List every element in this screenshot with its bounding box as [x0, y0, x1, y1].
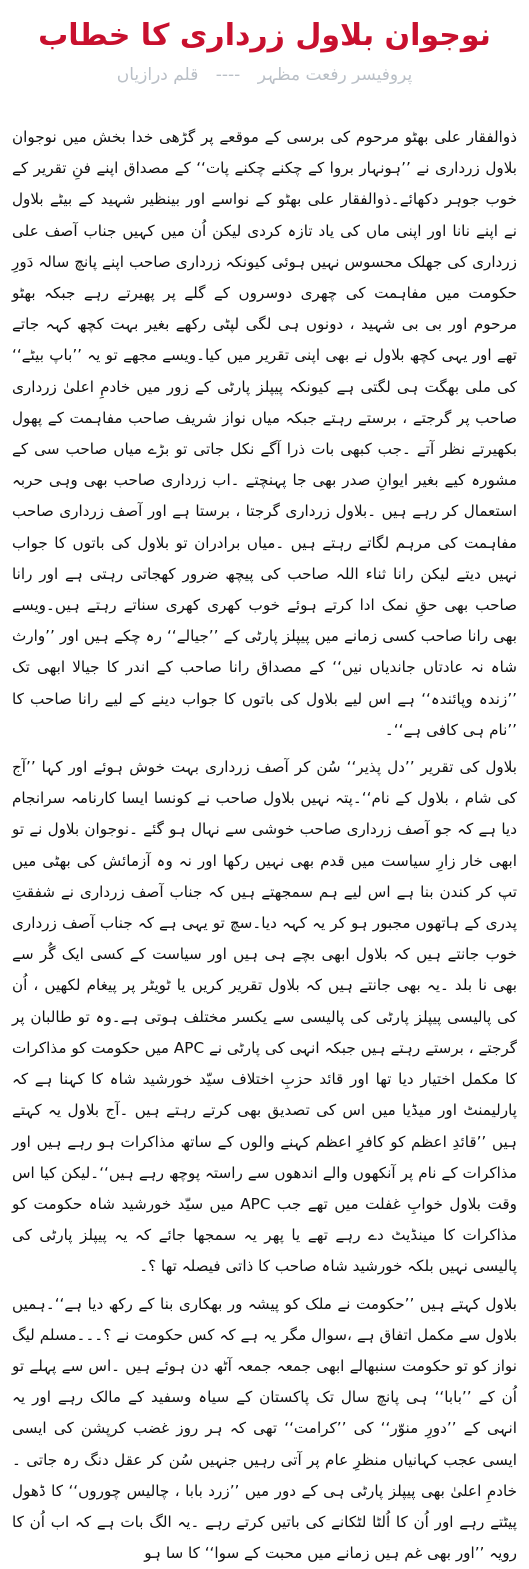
article-paragraph: ذوالفقار علی بھٹو مرحوم کی برسی کے موقعے پر گڑھی خدا بخش میں نوجوان بلاول زرداری نے ’’ہونہار بروا کے چکنے چکنے پات‘‘ کے مصداق اپنے فنِ تقریر کے خوب جوہر دکھائے۔ذوالفقار علی بھٹو کے نواسے اور بینظیر شہید کے بیٹے بلاول نے اپنے نانا اور اپنی ماں کی یاد تازہ کردی لیکن اُن میں کہیں جناب آصف علی زرداری کی جھلک محسوس نہیں ہوئی کیونکہ زرداری صاحب اپنے پانچ سالہ دَورِ حکومت میں مفاہمت کی چھری دوسروں کے گلے پر پھیرتے رہے جبکہ بھٹو مرحوم اور بی بی شہید ، دونوں ہی لگی لپٹی رکھے بغیر بہت کچھ کہہ جاتے تھے اور یہی کچھ بلاول نے بھی اپنی تقریر میں کیا۔ویسے مجھے تو یہ ’’باپ بیٹے‘‘ کی ملی بھگت ہی لگتی ہے کیونکہ پیپلز پارٹی کے زور میں خادمِ اعلیٰ زرداری صاحب پر گرجتے ، برستے رہتے جبکہ میاں نواز شریف صاحب مفاہمت کے پھول بکھیرتے نظر آتے ۔جب کبھی بات ذرا آگے نکل جاتی تو بڑے میاں صاحب سی کے مشورہ کیے بغیر ایوانِ صدر بھی جا پہنچتے ۔اب زرداری صاحب بھی وہی حربہ استعمال کر رہے ہیں ۔بلاول زرداری گرجتا ، برستا ہے اور آصف زرداری صاحب مفاہمت کی مرہم لگاتے رہتے ہیں ۔میاں برادران تو بلاول کی باتوں کا جواب نہیں دیتے لیکن رانا ثناء اللہ صاحب کی پیچھ ضرور کھجاتی رہتی ہے اور رانا صاحب بھی حقِ نمک ادا کرتے ہوئے خوب کھری کھری سناتے رہتے ہیں۔ویسے بھی رانا صاحب کسی زمانے میں پیپلز پارٹی کے ’’جیالے‘‘ رہ چکے ہیں اور ’’وارث شاہ نہ عادتاں جاندیاں نیں‘‘ کے مصداق رانا صاحب کے اندر کا جیالا ابھی تک ’’زندہ وپائندہ‘‘ ہے اس لیے بلاول کی باتوں کا جواب دینے کے لیے رانا صاحب کا ’’نام ہی کافی ہے‘‘۔ [12, 128, 517, 739]
article-byline [12, 62, 517, 88]
article-paragraph: بلاول کہتے ہیں ’’حکومت نے ملک کو پیشہ ور بھکاری بنا کے رکھ دیا ہے‘‘۔ہمیں بلاول سے مکمل اتفاق ہے ،سوال مگر یہ ہے کہ کس حکومت نے ؟۔۔۔مسلم لیگ نواز کو تو حکومت سنبھالے ابھی جمعہ جمعہ آٹھ دن ہوئے ہیں ۔اس سے پہلے تو اُن کے ’’بابا‘‘ ہی پانچ سال تک پاکستان کے سیاہ وسفید کے مالک رہے اور یہ انہی کے ’’دورِ منوّر‘‘ کی ’’کرامت‘‘ تھی کہ ہر روز غضب کرپشن کی ایسی ایسی عجب کہانیاں منظرِ عام پر آتی رہیں جنہیں سُن کر عقل دنگ رہ جاتی ۔خادمِ اعلیٰ بھی پیپلز پارٹی ہی کے دور میں ’’زرد بابا ، چالیس چوروں‘‘ کا ڈھول پیٹتے رہے اور اُن کا اُلٹا لٹکانے کی باتیں کرتے رہے ۔یہ الگ بات ہے کہ اب اُن کا رویہ ’’اور بھی غم ہیں زمانے میں محبت کے سوا‘‘ کا سا ہو [12, 1294, 517, 1563]
article-title: نوجوان بلاول زرداری کا خطاب [38, 18, 491, 53]
article-body [12, 122, 517, 1569]
column-name: قلم درازیاں [116, 65, 199, 85]
byline-separator: ---- [215, 65, 241, 85]
article-paragraph: بلاول کی تقریر ’’دل پذیر‘‘ سُن کر آصف زرداری بہت خوش ہوئے اور کہا ’’آج کی شام ، بلاول کے نام‘‘۔پتہ نہیں بلاول صاحب نے کونسا ایسا کارنامہ سرانجام دیا ہے کہ جو آصف زرداری صاحب خوشی سے نہال ہو گئے ۔نوجوان بلاول نے تو ابھی خار زارِ سیاست میں قدم بھی نہیں رکھا اور نہ وہ آزمائش کی بھٹی میں تپ کر کندن بنا ہے اس لیے ہم سمجھتے ہیں کہ جناب آصف زرداری نے شفقتِ پدری کے ہاتھوں مجبور ہو کر یہ کہہ دیا۔سچ تو یہی ہے کہ جناب آصف زرداری خوب جانتے ہیں کہ بلاول ابھی بچے ہی ہیں اور سیاست کے کسی ایک گُر سے بھی نا بلد ۔یہ بھی جانتے ہیں کہ بلاول تقریر کریں یا ٹویٹر پر پیغام لکھیں ، اُن کی پالیسی پیپلز پارٹی کی پالیسی سے یکسر مختلف ہوتی ہے۔وہ تو طالبان پر گرجتے ، برستے رہتے ہیں جبکہ انہی کی پارٹی نے APC میں حکومت کو مذاکرات کا مکمل اختیار دیا تھا اور قائد حزبِ اختلاف سیّد خورشید شاہ کا کہنا ہے کہ پارلیمنٹ اور میڈیا میں اس کی تصدیق بھی کرتے رہتے ہیں ۔آج بلاول یہ کہتے ہیں ’’قائدِ اعظم کو کافرِ اعظم کہنے والوں کے ساتھ مذاکرات ہو رہے ہیں اور مذاکرات کے نام پر آنکھوں والے اندھوں سے راستہ پوچھ رہے ہیں‘‘۔لیکن کیا اس وقت بلاول خوابِ غفلت میں تھے جب APC میں سیّد خورشید شاہ حکومت کو مذاکرات کا مینڈیٹ دے رہے تھے یا پھر یہ سمجھا جائے کہ یہ پیپلز پارٹی کی پالیسی نہیں بلکہ خورشید شاہ صاحب کا ذاتی فیصلہ تھا ؟۔ [12, 758, 518, 1276]
author-name: پروفیسر رفعت مظہر [257, 65, 413, 85]
